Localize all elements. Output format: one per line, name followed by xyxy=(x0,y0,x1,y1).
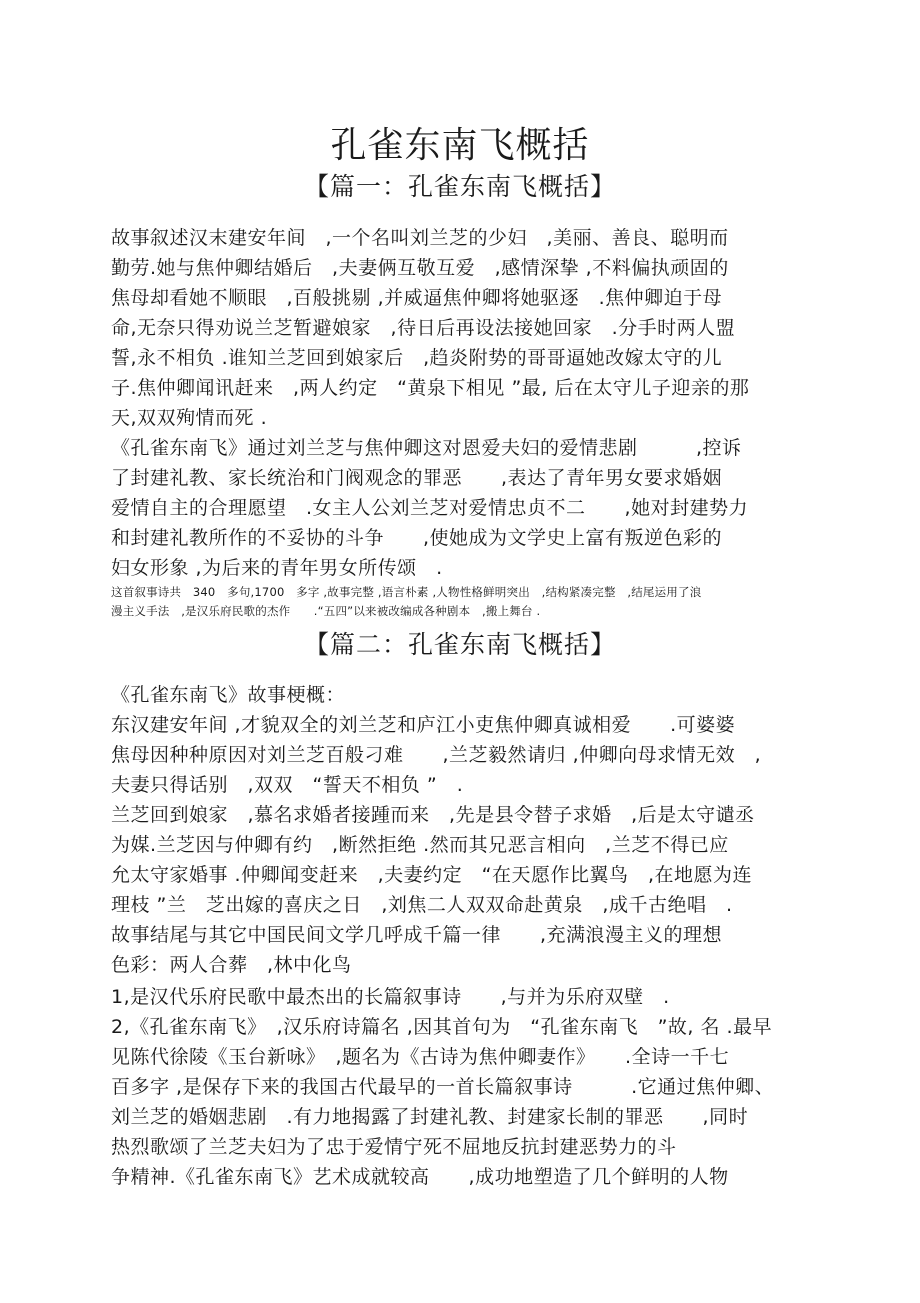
section-2-line: 为媒.兰芝因与仲卿有约 ,断然拒绝 .然而其兄恶言相向 ,兰芝不得已应 xyxy=(111,834,729,856)
section-2-line: 1,是汉代乐府民歌中最杰出的长篇叙事诗 ,与并为乐府双壁 . xyxy=(111,986,670,1008)
section-2-line: 见陈代徐陵《玉台新咏》 ,题名为《古诗为焦仲卿妻作》 .全诗一千七 xyxy=(111,1046,730,1068)
section-2-heading: 【篇二：孔雀东南飞概括】 xyxy=(303,630,616,659)
section-1-line: 勤劳.她与焦仲卿结婚后 ,夫妻俩互敬互爱 ,感情深挚 ,不料偏执顽固的 xyxy=(111,257,729,279)
section-1-line: 妇女形象 ,为后来的青年男女所传颂 . xyxy=(111,557,443,579)
section-2-line: 焦母因种种原因对刘兰芝百般刁难 ,兰芝毅然请归 ,仲卿向母求情无效 , xyxy=(111,744,762,766)
page-title: 孔雀东南飞概括 xyxy=(330,125,590,166)
section-1-line: 了封建礼教、家长统治和门阀观念的罪恶 ,表达了青年男女要求婚姻 xyxy=(111,467,723,489)
section-2-line: 东汉建安年间 ,才貌双全的刘兰芝和庐江小吏焦仲卿真诚相爱 .可婆婆 xyxy=(111,714,736,736)
section-2-line: 故事结尾与其它中国民间文学几呼成千篇一律 ,充满浪漫主义的理想 xyxy=(111,924,723,946)
section-2-line: 2,《孔雀东南飞》 ,汉乐府诗篇名 ,因其首句为 “孔雀东南飞 ”故, 名 .最早 xyxy=(111,1016,773,1038)
section-2-line: 兰芝回到娘家 ,慕名求婚者接踵而来 ,先是县令替子求婚 ,后是太守谴丞 xyxy=(111,804,755,826)
section-1-line: 子.焦仲卿闻讯赶来 ,两人约定 “黄泉下相见 ”最, 后在太守儿子迎亲的那 xyxy=(111,377,750,399)
section-1-line: 誓,永不相负 .谁知兰芝回到娘家后 ,趋炎附势的哥哥逼她改嫁太守的儿 xyxy=(111,347,723,369)
section-1-line: 命,无奈只得劝说兰芝暂避娘家 ,待日后再设法接她回家 .分手时两人盟 xyxy=(111,317,736,339)
section-1-line: 故事叙述汉末建安年间 ,一个名叫刘兰芝的少妇 ,美丽、善良、聪明而 xyxy=(111,227,729,249)
section-2-line: 热烈歌颂了兰芝夫妇为了忠于爱情宁死不屈地反抗封建恶势力的斗 xyxy=(111,1136,677,1158)
section-2-line: 允太守家婚事 .仲卿闻变赶来 ,夫妻约定 “在天愿作比翼鸟 ,在地愿为连 xyxy=(111,864,753,886)
section-1-heading: 【篇一：孔雀东南飞概括】 xyxy=(303,172,616,201)
section-2-line: 争精神.《孔雀东南飞》艺术成就较高 ,成功地塑造了几个鲜明的人物 xyxy=(111,1166,729,1188)
section-1-line: 《孔雀东南飞》通过刘兰芝与焦仲卿这对恩爱夫妇的爱情悲剧 ,控诉 xyxy=(111,437,742,459)
section-1-line: 和封建礼教所作的不妥协的斗争 ,使她成为文学史上富有叛逆色彩的 xyxy=(111,527,723,549)
section-2-line: 理枝 ”兰 芝出嫁的喜庆之日 ,刘焦二人双双命赴黄泉 ,成千古绝唱 . xyxy=(111,894,733,916)
section-1-line: 焦母却看她不顺眼 ,百般挑剔 ,并威逼焦仲卿将她驱逐 .焦仲卿迫于母 xyxy=(111,287,723,309)
section-2-line: 《孔雀东南飞》故事梗概： xyxy=(111,684,346,706)
section-2-line: 色彩：两人合葬 ,林中化鸟 xyxy=(111,954,352,976)
section-2-line: 刘兰芝的婚姻悲剧 .有力地揭露了封建礼教、封建家长制的罪恶 ,同时 xyxy=(111,1106,749,1128)
section-1-note-line: 这首叙事诗共 340 多句,1700 多字 ,故事完整 ,语言朴素 ,人物性格鲜明突出 ,结构紧凑完整 ,结尾运用了浪 xyxy=(111,585,702,599)
section-2-line: 夫妻只得话别 ,双双 “誓天不相负 ” . xyxy=(111,774,464,796)
section-2-line: 百多字 ,是保存下来的我国古代最早的一首长篇叙事诗 .它通过焦仲卿、 xyxy=(111,1076,775,1098)
section-1-line: 爱情自主的合理愿望 .女主人公刘兰芝对爱情忠贞不二 ,她对封建势力 xyxy=(111,497,749,519)
section-1-note-line: 漫主义手法 ,是汉乐府民歌的杰作 .“五四”以来被改编成各种剧本 ,搬上舞台 . xyxy=(111,604,541,618)
section-1-line: 天,双双殉情而死 . xyxy=(111,407,268,429)
